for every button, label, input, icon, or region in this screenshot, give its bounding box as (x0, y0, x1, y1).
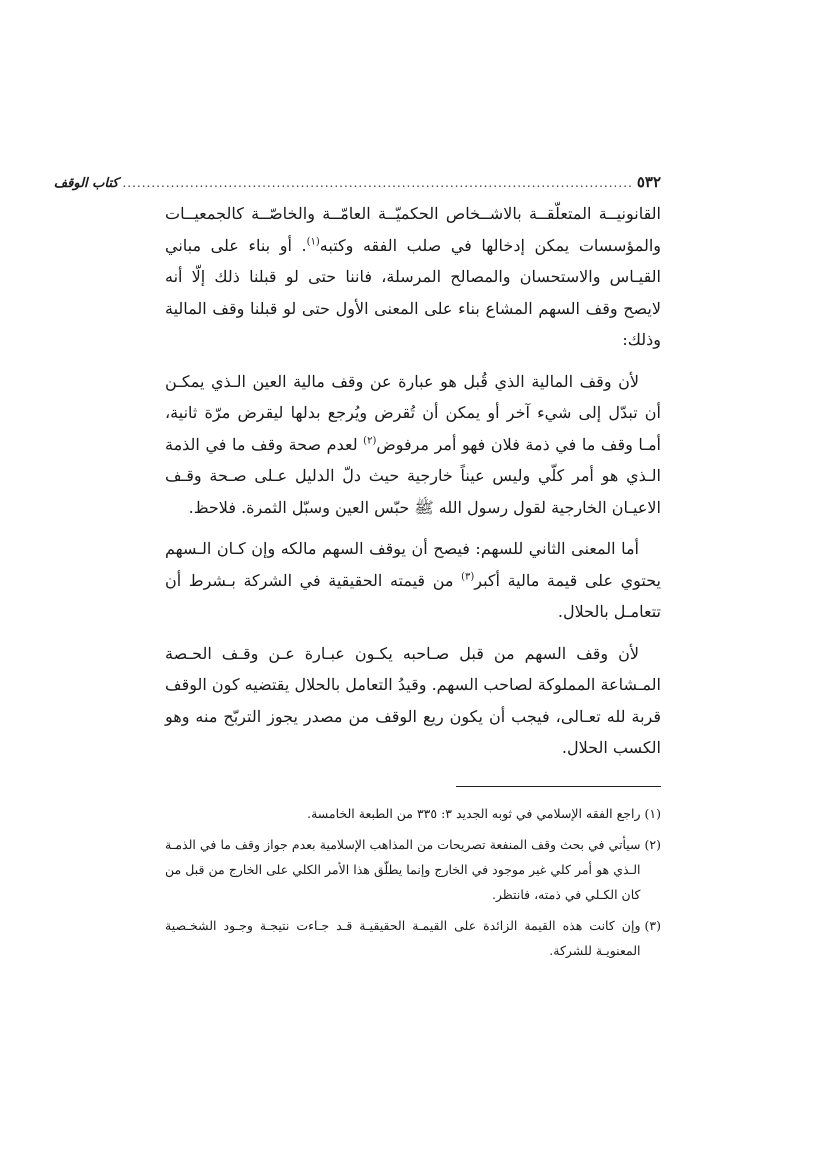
body-paragraph-4 (165, 638, 661, 764)
paragraph-text: . أو بناء على مباني القيـاس والاستحسان والمصالح المرسلة، فاننا حتى لو قبلنا ذلك إلّا أنه لايصح وقف السهم المشاع بناء على المعنى الأول حتى لو قبلنا وقف المالية وذلك: (165, 235, 661, 349)
footnote-number: (١) (644, 805, 661, 821)
body-paragraph-3 (165, 533, 661, 628)
body-paragraph-2 (165, 366, 661, 524)
footnote-3 (165, 913, 661, 963)
paragraph-text: القانونيــة المتعلّقــة بالاشــخاص الحكميّــة العامّــة والخاصّــة كالجمعيــات والمؤسسات يمكن إدخالها في صلب الفقه وكتبه (165, 204, 661, 255)
footnote-ref-3: (٣) (461, 571, 475, 583)
page-number: ٥٣٢ (636, 173, 661, 191)
footnote-ref-2: (٢) (363, 435, 377, 447)
book-title: كتاب الوقف (53, 176, 119, 191)
footnote-2 (165, 832, 661, 907)
dot-leader: .......................................................................................................... (122, 176, 633, 190)
paragraph-text: لأن وقف المالية الذي قُبل هو عبارة عن وقف مالية العين الـذي يمكـن أن تبدّل إلى شيء آخر أو يمكن أن تُقرض ويُرجع بدلها ليقرض مرّة ثانية، أمـا وقف ما في ذمة فلان فهو أمر مرفوض (165, 371, 662, 454)
paragraph-text: من قيمته الحقيقية في الشركة بـشرط أن تتعامـل بالحلال. (165, 570, 661, 621)
footnote-number: (٢) (644, 836, 661, 852)
footnote-ref-1: (١) (306, 236, 320, 248)
running-header (53, 172, 661, 198)
body-paragraph-1 (165, 198, 661, 356)
paragraph-text: لعدم صحة وقف ما في الذمة الـذي هو أمر كلّي وليس عيناً خارجية حيث دلّ الدليل عـلى صـحة وقـف الاعيـان الخارجية لقول رسول الله ﷺ حبّس العين وسبّل الثمرة. فلاحظ. (165, 434, 661, 517)
footnote-1 (165, 801, 661, 826)
paragraph-text: لأن وقف السهم من قبل صـاحبه يكـون عبـارة عـن وقـف الحـصة المـشاعة المملوكة لصاحب السهم. وقيدُ التعامل بالحلال يقتضيه كون الوقف قربة لله تعـالى، فيجب أن يكون ريع الوقف من مصدر يجوز التربّح منه وهو الكسب الحلال. (165, 643, 661, 757)
footnote-separator (456, 786, 661, 787)
footnote-number: (٣) (644, 917, 661, 933)
footnote-text: سيأتي في بحث وقف المنفعة تصريحات من المذاهب الإسلامية بعدم جواز وقف ما في الذمـة الـذي هو أمر كلي غير موجود في الخارج وإنما يطلّق هذا الأمر الكلي على الخارج من قبل من كان الكـلي في ذمته، فانتظر. (165, 836, 641, 902)
footnote-text: وإن كانت هذه القيمة الزائدة على القيمـة الحقيقيـة قـد جـاءت نتيجـة وجـود الشخـصية المعنويـة للشركة. (165, 917, 641, 958)
paragraph-text: أما المعنى الثاني للسهم: فيصح أن يوقف السهم مالكه وإن كـان الـسهم يحتوي على قيمة مالية أكبر (165, 539, 662, 590)
footnote-text: راجع الفقه الإسلامي في ثوبه الجديد ٣: ٣٣٥ من الطبعة الخامسة. (307, 805, 641, 821)
book-page (53, 172, 662, 969)
